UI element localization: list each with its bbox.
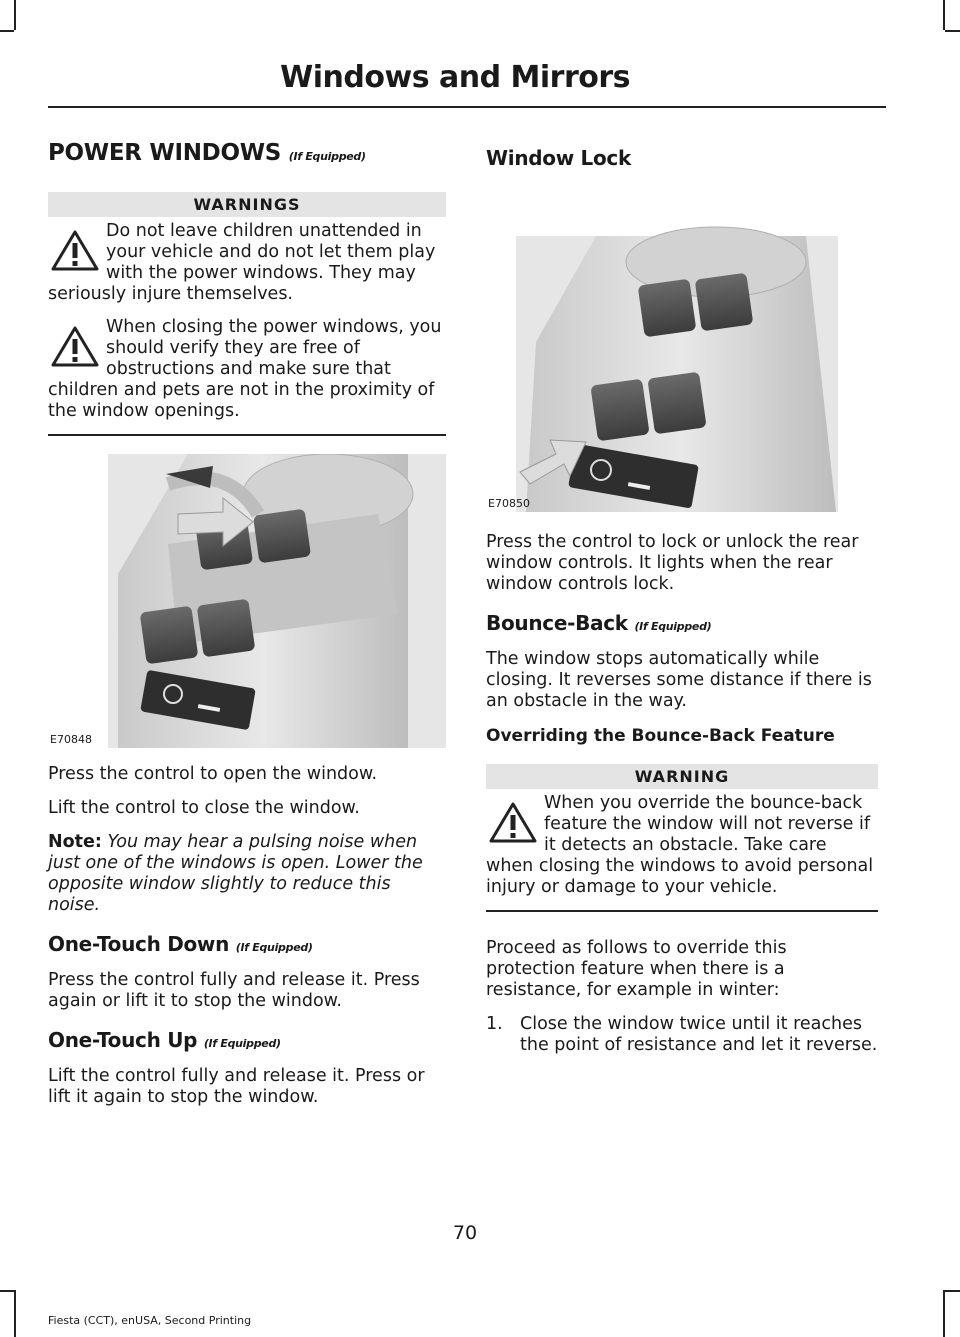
warnings-header: WARNINGS bbox=[48, 192, 446, 217]
warnings-end-rule bbox=[48, 434, 446, 436]
crop-mark bbox=[0, 1290, 14, 1292]
if-equipped-tag: (If Equipped) bbox=[288, 150, 366, 163]
para-bounce-back: The window stops automatically while closing. It reverses some distance if there is an obstacle in the way. bbox=[486, 649, 872, 711]
steps-list bbox=[486, 1014, 878, 1056]
step-number: 1. bbox=[486, 1014, 503, 1034]
window-switch-illustration bbox=[48, 454, 446, 748]
warning-text: When you override the bounce-back feature the window will not reverse if it detects an obstacle. Take care when closing the windows to avoid personal injury or damage to your vehicle. bbox=[486, 793, 874, 897]
note-label: Note: bbox=[48, 832, 102, 852]
warning-triangle-icon bbox=[50, 229, 100, 273]
left-column bbox=[48, 140, 446, 1121]
subheading-text: One-Touch Up bbox=[48, 1028, 198, 1052]
crop-mark bbox=[943, 0, 945, 30]
note-paragraph bbox=[48, 832, 446, 916]
warning-item bbox=[486, 793, 878, 898]
subheading-one-touch-up bbox=[48, 1028, 446, 1052]
subheading-text: Bounce-Back bbox=[486, 611, 628, 635]
if-equipped-tag: (If Equipped) bbox=[203, 1037, 281, 1050]
para-close-window: Lift the control to close the window. bbox=[48, 798, 360, 818]
if-equipped-tag: (If Equipped) bbox=[634, 620, 712, 633]
section-title-power-windows bbox=[48, 140, 446, 166]
crop-mark bbox=[0, 30, 14, 32]
warning-text: When closing the power windows, you should verify they are free of obstructions and make sure that children and pets are not in the proximity of the window openings. bbox=[48, 317, 442, 421]
crop-mark bbox=[14, 1290, 16, 1337]
right-column bbox=[486, 140, 878, 1056]
figure-code: E70850 bbox=[488, 497, 530, 510]
warning-text: Do not leave children unattended in your vehicle and do not let them play with the power windows. They may seriously injure themselves. bbox=[48, 221, 436, 304]
para-one-touch-down: Press the control fully and release it. Press again or lift it to stop the window. bbox=[48, 970, 420, 1011]
window-lock-illustration bbox=[486, 192, 878, 512]
figure-code: E70848 bbox=[50, 733, 92, 746]
subheading-window-lock: Window Lock bbox=[486, 146, 631, 170]
figure-power-window-switch bbox=[48, 454, 446, 748]
page-number: 70 bbox=[452, 1222, 478, 1244]
warning-item bbox=[48, 317, 446, 422]
crop-mark bbox=[945, 30, 960, 32]
list-item bbox=[486, 1014, 878, 1056]
crop-mark bbox=[943, 1290, 945, 1337]
para-proceed: Proceed as follows to override this protection feature when there is a resistance, for example in winter: bbox=[486, 938, 787, 1000]
warning-header: WARNING bbox=[486, 764, 878, 789]
warning-triangle-icon bbox=[488, 801, 538, 845]
footer-text: Fiesta (CCT), enUSA, Second Printing bbox=[48, 1314, 252, 1327]
if-equipped-tag: (If Equipped) bbox=[235, 941, 313, 954]
para-open-window: Press the control to open the window. bbox=[48, 764, 378, 784]
para-window-lock: Press the control to lock or unlock the rear window controls. It lights when the rear window controls lock. bbox=[486, 532, 859, 594]
subheading-one-touch-down bbox=[48, 932, 446, 956]
subheading-bounce-back bbox=[486, 611, 878, 635]
crop-mark bbox=[945, 1290, 960, 1292]
header-rule bbox=[48, 106, 886, 108]
para-one-touch-up: Lift the control fully and release it. Press or lift it again to stop the window. bbox=[48, 1066, 425, 1107]
step-text: Close the window twice until it reaches the point of resistance and let it reverse. bbox=[520, 1014, 878, 1055]
page-header-title: Windows and Mirrors bbox=[280, 60, 630, 95]
warning-item bbox=[48, 221, 446, 305]
section-title-text: POWER WINDOWS bbox=[48, 140, 282, 166]
figure-window-lock bbox=[486, 192, 878, 512]
crop-mark bbox=[14, 0, 16, 30]
subheading-text: One-Touch Down bbox=[48, 932, 230, 956]
subheading-override-bounce-back: Overriding the Bounce-Back Feature bbox=[486, 726, 835, 746]
warning-end-rule bbox=[486, 910, 878, 912]
note-text: You may hear a pulsing noise when just one of the windows is open. Lower the opposite window slightly to reduce this noise. bbox=[48, 832, 423, 915]
warning-triangle-icon bbox=[50, 325, 100, 369]
